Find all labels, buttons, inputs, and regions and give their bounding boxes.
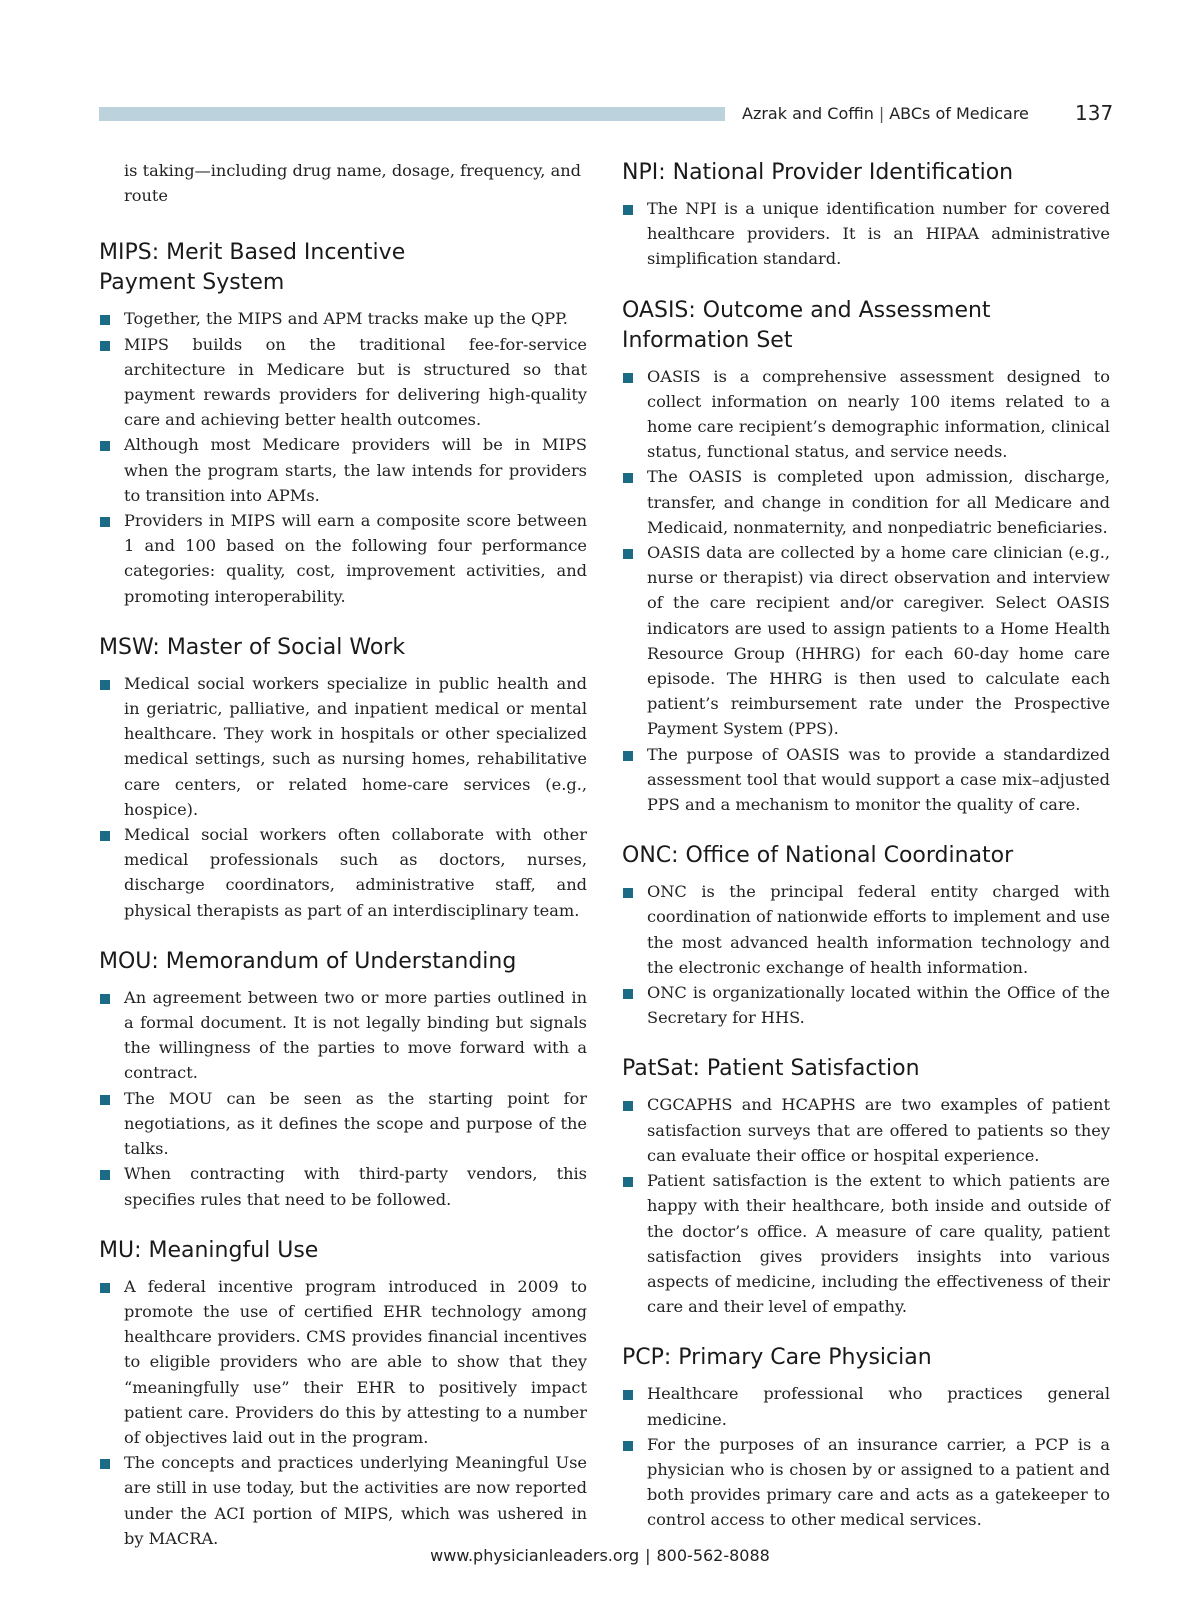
list-item: ONC is organizationally located within the Office of the Secretary for HHS. xyxy=(622,980,1110,1030)
header-rule xyxy=(99,107,725,121)
list-item: OASIS is a comprehensive assessment designed to collect information on nearly 100 items related to a home care recipient’s demographic information, clinical status, functional status, and service needs. xyxy=(622,364,1110,465)
list-item: CGCAPHS and HCAPHS are two examples of patient satisfaction surveys that are offered to patients so they can evaluate their office or hospital experience. xyxy=(622,1092,1110,1168)
footer-website: www.physicianleaders.org xyxy=(430,1546,640,1565)
list-item: ONC is the principal federal entity charged with coordination of nationwide efforts to implement and use the most advanced health information technology and the electronic exchange of health information. xyxy=(622,879,1110,980)
section-mou xyxy=(99,947,587,1212)
header-separator: | xyxy=(878,104,885,123)
list-item: Together, the MIPS and APM tracks make up the QPP. xyxy=(99,306,587,331)
list-item: The purpose of OASIS was to provide a standardized assessment tool that would support a case mix–adjusted PPS and a mechanism to monitor the quality of care. xyxy=(622,742,1110,818)
bullet-list xyxy=(99,985,587,1212)
list-item: MIPS builds on the traditional fee-for-service architecture in Medicare but is structured so that payment rewards providers for delivering high-quality care and achieving better health outcomes. xyxy=(99,332,587,433)
section-heading: MOU: Memorandum of Understanding xyxy=(99,948,517,974)
bullet-list xyxy=(99,1274,587,1551)
section-heading: NPI: National Provider Identification xyxy=(622,160,1014,185)
header-authors: Azrak and Coffin xyxy=(742,104,874,123)
section-heading: OASIS: Outcome and Assessment Information Set xyxy=(622,297,991,353)
list-item: OASIS data are collected by a home care clinician (e.g., nurse or therapist) via direct observation and interview of the care recipient and/or caregiver. Select OASIS indicators are used to assign patients to a Home Health Resource Group (HHRG) for each 60-day home care episode. The HHRG is then used to calculate each patient’s reimbursement rate under the Prospective Payment System (PPS). xyxy=(622,540,1110,742)
section-heading: MU: Meaningful Use xyxy=(99,1237,319,1263)
bullet-list xyxy=(622,1381,1110,1532)
page-number: 137 xyxy=(1075,101,1114,125)
bullet-list xyxy=(622,1092,1110,1319)
list-item: Although most Medicare providers will be in MIPS when the program starts, the law intends for providers to transition into APMs. xyxy=(99,432,587,508)
bullet-list xyxy=(99,306,587,608)
section-npi xyxy=(622,158,1110,272)
list-item: The OASIS is completed upon admission, discharge, transfer, and change in condition for all Medicare and Medicaid, nonmaternity, and nonpediatric beneficiaries. xyxy=(622,464,1110,540)
list-item: Patient satisfaction is the extent to which patients are happy with their healthcare, both inside and outside of the doctor’s office. A measure of care quality, patient satisfaction gives providers insights into various aspects of medicine, including the effectiveness of their care and their level of empathy. xyxy=(622,1168,1110,1319)
bullet-list xyxy=(622,364,1110,818)
list-item: The concepts and practices underlying Meaningful Use are still in use today, but the activities are now reported under the ACI portion of MIPS, which was ushered in by MACRA. xyxy=(99,1450,587,1551)
header-book-title: ABCs of Medicare xyxy=(889,104,1029,123)
right-column xyxy=(622,158,1110,1557)
section-pcp xyxy=(622,1343,1110,1532)
section-heading: ONC: Office of National Coordinator xyxy=(622,843,1014,869)
list-item: The NPI is a unique identification number for covered healthcare providers. It is an HIPAA administrative simplification standard. xyxy=(622,196,1110,272)
section-mu xyxy=(99,1236,587,1551)
page-footer xyxy=(0,1546,1200,1565)
section-onc xyxy=(622,841,1110,1030)
section-patsat xyxy=(622,1054,1110,1319)
list-item: Healthcare professional who practices general medicine. xyxy=(622,1381,1110,1431)
list-item: Medical social workers often collaborate with other medical professionals such as doctors, nurses, discharge coordinators, administrative staff, and physical therapists as part of an interdisciplinary team. xyxy=(99,822,587,923)
list-item: An agreement between two or more parties outlined in a formal document. It is not legally binding but signals the willingness of the parties to move forward with a contract. xyxy=(99,985,587,1086)
section-msw xyxy=(99,633,587,923)
running-header xyxy=(742,104,1029,123)
bullet-list xyxy=(622,879,1110,1030)
section-heading: MIPS: Merit Based Incentive Payment System xyxy=(99,240,406,296)
list-item: When contracting with third-party vendors, this specifies rules that need to be followed. xyxy=(99,1161,587,1211)
bullet-list xyxy=(99,671,587,923)
section-oasis xyxy=(622,296,1110,818)
footer-separator: | xyxy=(645,1546,651,1565)
section-heading: MSW: Master of Social Work xyxy=(99,634,406,660)
list-item: For the purposes of an insurance carrier, a PCP is a physician who is chosen by or assigned to a patient and both provides primary care and acts as a gatekeeper to control access to other medical services. xyxy=(622,1432,1110,1533)
footer-phone: 800-562-8088 xyxy=(656,1546,770,1565)
left-column xyxy=(99,158,587,1575)
list-item: The MOU can be seen as the starting point for negotiations, as it defines the scope and purpose of the talks. xyxy=(99,1086,587,1162)
list-item: Providers in MIPS will earn a composite score between 1 and 100 based on the following four performance categories: quality, cost, improvement activities, and promoting interoperability. xyxy=(99,508,587,609)
section-heading: PCP: Primary Care Physician xyxy=(622,1345,932,1371)
bullet-list xyxy=(622,196,1110,272)
list-item: A federal incentive program introduced in 2009 to promote the use of certified EHR technology among healthcare providers. CMS provides financial incentives to eligible providers who are able to show that they “meaningfully use” their EHR to positively impact patient care. Providers do this by attesting to a number of objectives laid out in the program. xyxy=(99,1274,587,1450)
list-item: Medical social workers specialize in public health and in geriatric, palliative, and inpatient medical or mental healthcare. They work in hospitals or other specialized medical settings, such as nursing homes, rehabilitative care centers, or related home-care services (e.g., hospice). xyxy=(99,671,587,822)
section-heading: PatSat: Patient Satisfaction xyxy=(622,1056,920,1082)
continued-text: is taking—including drug name, dosage, frequency, and route xyxy=(124,161,582,206)
section-mips xyxy=(99,238,587,608)
